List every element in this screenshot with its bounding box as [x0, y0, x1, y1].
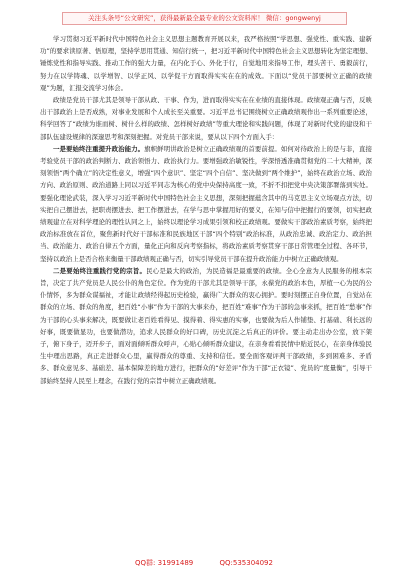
- section-1-body: 旗帜鲜明讲政治是树立正确政绩观的首要前提。如何对待政治上的是与非，直接考验党员干部的政治判断力、政治领悟力、政治执行力。要增强政治敏锐性，学深悟透准确贯彻党的二十大精神，深刻领悟“两个确立”的决定性意义，增强“四个意识”、坚定“四个自信”、坚决做到“两个维护”，始终在政治立场、政治方向、政治原则、政治道路上同以习近平同志为核心的党中央保持高度一致，不折不扣把党中央决策部署落到实处。要强化理论武装，深入学习习近平新时代中国特色社会主义思想，深刻把握蕴含其中的马克思主义立场观点方法，切实把自己摆进去，把职责摆进去、把工作摆进去，在学与思中掌握用好的要义，在知与信中把握行的要领，切实把政绩观建立在对科学理论的理性认同之上，始终以理论学习成果引领和校正政绩观。要做实干部政治素质考察，始终把政治标准放在首位，聚焦新时代好干部标准和民族地区干部“四个特别”政治标准，从政治忠诚、政治定力、政治担当、政治能力、政治自律五个方面，量化正向和反向考察指标，将政治素质考察贯穿干部日常管理全过程、各环节，坚持以政治上是否合格来衡量干部政绩观正确与否，切实引导党员干部在提升政治能力中树立正确政绩观。: [40, 144, 372, 263]
- header-banner: 关注头条号“公文研究”，获得最新最全最专业的公文资料库！ 微信：gongwenyj: [62, 12, 347, 25]
- section-2-body: 民心是最大的政治，为民造福是最重要的政绩。全心全意为人民服务的根本宗旨，决定了共产党员是人民公仆的角色定位。作为党的干部尤其是领导干部，永葆党的政治本色，厚植一心为民的公仆情怀，多为群众谋福祉，才能让政绩经得起历史检验，赢得广大群众的衷心拥护。要时刻摆正自身位置，自觉站在群众的立场、群众的角度，把百姓“小事”作为干部的大事来办，把百姓“难事”作为干部的急事来抓，把百姓“愁事”作为干部的心头事来解决，既要做让老百姓看得见、摸得着、得实惠的实事，也要做为后人作铺垫、打基础、利长远的好事，既要做显功，也要做潜功，追求人民群众的好口碑，历史沉淀之后真正的评价。要主动走出办公室，放下架子，俯下身子，迈开步子，面对面倾听群众呼声，心贴心倾听群众建议，在亲身看看民情中贴近民心，在亲身体验民生中理出思路，真正走进群众心里，赢得群众的尊重、支持和信任。要全面客观评判干部政绩，多到困难多、矛盾多、群众意见多、基础差、基本保障差的地方进行，把群众的“好差评”作为干部“正衣镜”、党员的“度量衡”，引导干部始终坚持人民至上理念，在践行党的宗旨中树立正确政绩观。: [40, 266, 372, 385]
- section-2: [40, 265, 372, 387]
- document-body: [40, 33, 372, 387]
- paragraph-overview: 政绩是党员干部尤其是领导干部从政、干事、作为，进而取得实实在在业绩的直接体现。政绩观正确与否，反映出干部政治上是否成熟，对事业发展和个人成长至关重要。习近平总书记围绕树立正确政绩观作出一系列重要论述，科学回答了“政绩为谁而树、树什么样的政绩、怎样树好政绩”等重大理论和实践问题，体现了对新时代党的建设和干部队伍建设规律的深邃思考和深刻把握。对党员干部来说，要从以下四个方面入手：: [40, 96, 372, 141]
- paragraph-intro: 学习贯彻习近平新时代中国特色社会主义思想主题教育开展以来，我严格按照“学思想、强党性、重实践、建新功”的要求读原著、悟原理，坚持学思用贯通、知信行统一，把习近平新时代中国特色社会主义思想转化为坚定理想、锤炼党性和指导实践、推动工作的强大力量，在内化于心、外化于行，自觉地用来指导工作，理头苦干、勇毅前行，努力在以学铸魂、以学增智、以学正风、以学促干方面取得实实在在的成效。下面以“党员干部要树立正确的政绩观”为题，汇报交流学习体会。: [40, 35, 372, 92]
- footer-qq: QQ:535304092: [219, 559, 273, 567]
- footer-contact: [0, 556, 408, 570]
- section-1-lead: 一是要始终注重提升政治能力。: [53, 144, 145, 153]
- section-2-lead: 二是要始终注重践行党的宗旨。: [53, 266, 147, 275]
- section-1: [40, 143, 372, 265]
- footer-qq-group: QQ群: 31991489: [135, 559, 194, 567]
